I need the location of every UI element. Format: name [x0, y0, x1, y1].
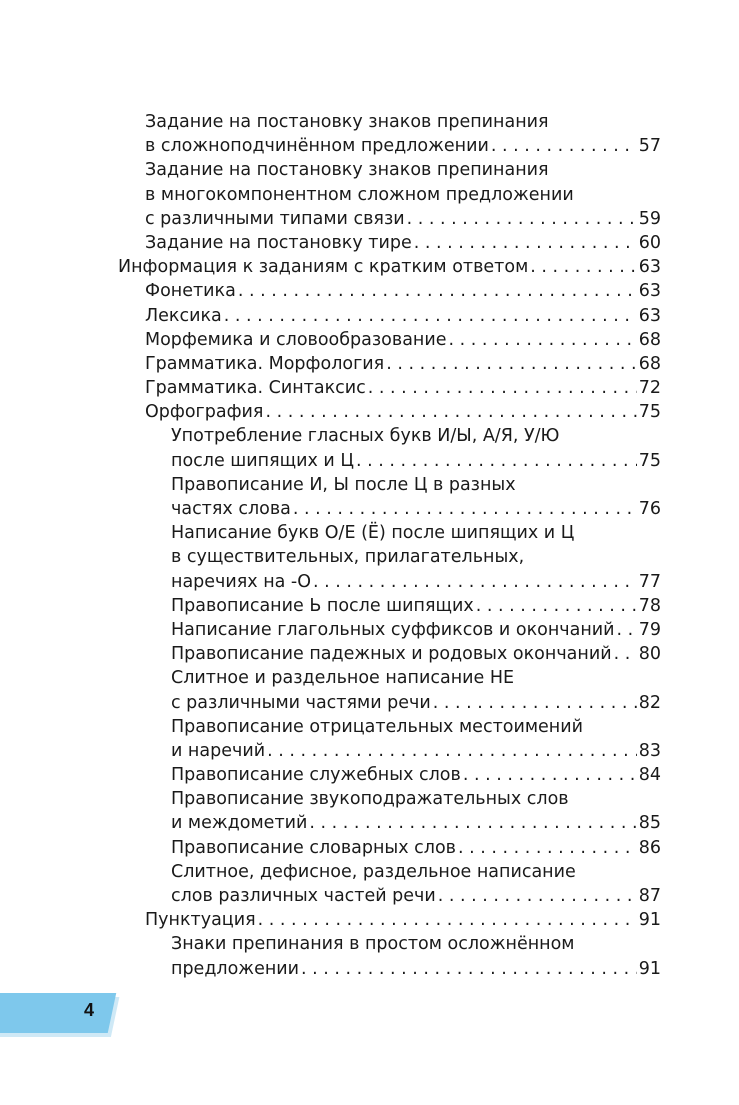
- toc-leader-dots: [463, 763, 637, 787]
- toc-leader-dots: [238, 279, 637, 303]
- toc-entry-title: Знаки препинания в простом осложнённом: [171, 934, 575, 955]
- toc-entry: [118, 860, 661, 884]
- toc-leader-dots: [414, 231, 637, 255]
- toc-entry: [118, 400, 661, 424]
- toc-entry-page: 75: [638, 402, 661, 423]
- toc-entry: [118, 134, 661, 158]
- toc-entry-title: Грамматика. Морфология: [145, 353, 385, 374]
- toc-entry-title: Написание букв О/Е (Ё) после шипящих и Ц: [171, 523, 575, 544]
- toc-leader-dots: [433, 691, 637, 715]
- toc-entry-title: в многокомпонентном сложном предложении: [145, 184, 574, 205]
- toc-entry-page: 83: [638, 740, 661, 761]
- toc-leader-dots: [265, 400, 636, 424]
- toc-entry-title: Правописание звукоподражательных слов: [171, 789, 569, 810]
- toc-leader-dots: [368, 376, 637, 400]
- toc-entry-page: 63: [638, 257, 661, 278]
- toc-entry-title: в существительных, прилагательных,: [171, 547, 525, 568]
- toc-entry-title: Правописание служебных слов: [171, 765, 461, 786]
- toc-leader-dots: [309, 811, 636, 835]
- toc-entry: [118, 521, 661, 545]
- toc-entry: [118, 304, 661, 328]
- toc-entry-title: предложении: [171, 958, 300, 979]
- toc-leader-dots: [614, 642, 637, 666]
- toc-leader-dots: [449, 328, 637, 352]
- toc-entry-title: слов различных частей речи: [171, 886, 436, 906]
- toc-entry: [118, 158, 661, 182]
- toc-entry-title: Правописание словарных слов: [171, 837, 456, 858]
- toc-entry-page: 85: [638, 813, 661, 834]
- toc-entry: [118, 787, 661, 811]
- toc-entry-title: Задание на постановку знаков препинания: [145, 112, 549, 132]
- toc-entry: [118, 110, 661, 134]
- toc-leader-dots: [258, 908, 637, 932]
- toc-leader-dots: [267, 739, 637, 763]
- toc-entry: [118, 545, 661, 569]
- toc-entry-title: с различными частями речи: [171, 692, 431, 713]
- toc-entry: [118, 352, 661, 376]
- toc-entry: [118, 497, 661, 521]
- toc-entry-page: 76: [638, 499, 661, 519]
- toc-leader-dots: [301, 957, 637, 981]
- toc-leader-dots: [617, 618, 637, 642]
- toc-leader-dots: [293, 497, 637, 521]
- toc-leader-dots: [407, 207, 637, 231]
- toc-entry: [118, 594, 661, 618]
- toc-entry-page: 86: [638, 837, 661, 858]
- toc-entry-page: 84: [638, 765, 661, 786]
- toc-entry: [118, 618, 661, 642]
- toc-entry-page: 75: [638, 450, 661, 471]
- toc-entry: [118, 715, 661, 739]
- toc-leader-dots: [313, 570, 637, 594]
- toc-entry-title: Правописание Ь после шипящих: [171, 595, 474, 616]
- toc-leader-dots: [356, 449, 637, 473]
- toc-entry-page: 91: [638, 958, 661, 979]
- toc-entry: [118, 642, 661, 666]
- toc-leader-dots: [476, 594, 637, 618]
- toc-entry: [118, 932, 661, 956]
- toc-entry-title: в сложноподчинённом предложении: [145, 136, 489, 157]
- toc-entry-page: 68: [638, 329, 661, 350]
- toc-entry-page: 80: [638, 644, 661, 665]
- toc-entry: [118, 666, 661, 690]
- toc-entry-page: 57: [638, 136, 661, 157]
- toc-entry-title: Лексика: [145, 305, 222, 326]
- toc-entry: [118, 207, 661, 231]
- toc-entry-title: частях слова: [171, 499, 291, 519]
- toc-entry-title: Грамматика. Синтаксис: [145, 378, 366, 399]
- toc-entry: [118, 231, 661, 255]
- toc-leader-dots: [491, 134, 637, 158]
- toc-leader-dots: [438, 884, 637, 908]
- toc-entry-page: 77: [638, 571, 661, 592]
- toc-entry-page: 72: [638, 378, 661, 399]
- toc-entry-page: 91: [638, 910, 661, 931]
- toc-entry-title: Написание глагольных суффиксов и окончаний: [171, 619, 615, 640]
- toc-entry-title: Употребление гласных букв И/Ы, А/Я, У/Ю: [171, 426, 560, 447]
- toc-entry-title: Слитное, дефисное, раздельное написание: [171, 861, 576, 882]
- toc-entry-title: Правописание отрицательных местоимений: [171, 716, 583, 737]
- toc-entry: [118, 473, 661, 497]
- toc-entry: [118, 328, 661, 352]
- toc-entry-title: Задание на постановку тире: [145, 232, 412, 253]
- toc-entry-title: Орфография: [145, 402, 264, 423]
- toc-entry-title: и наречий: [171, 740, 266, 761]
- toc-entry: [118, 570, 661, 594]
- toc-entry: [118, 763, 661, 787]
- toc-entry: [118, 279, 661, 303]
- toc-entry-title: Правописание падежных и родовых окончаний: [171, 644, 612, 665]
- toc-entry: [118, 884, 661, 908]
- toc-entry-page: 63: [638, 305, 661, 326]
- toc-entry: [118, 376, 661, 400]
- toc-entry-page: 63: [638, 281, 661, 302]
- page-number: 4: [84, 1000, 95, 1020]
- toc-entry: [118, 449, 661, 473]
- toc-entry: [118, 908, 661, 932]
- toc-entry-title: Информация к заданиям с кратким ответом: [118, 257, 529, 278]
- toc-entry-title: Задание на постановку знаков препинания: [145, 160, 549, 181]
- toc-entry-title: Слитное и раздельное написание НЕ: [171, 668, 515, 689]
- toc-entry: [118, 255, 661, 279]
- toc-entry-page: 60: [638, 232, 661, 253]
- toc-leader-dots: [530, 255, 636, 279]
- toc-entry-page: 78: [638, 595, 661, 616]
- toc-entry-title: Пунктуация: [145, 910, 256, 931]
- toc-leader-dots: [458, 836, 637, 860]
- toc-entry-page: 82: [638, 692, 661, 713]
- toc-entry-page: 68: [638, 353, 661, 374]
- toc-entry: [118, 424, 661, 448]
- toc-entry-page: 79: [638, 619, 661, 640]
- toc-entry: [118, 957, 661, 981]
- toc-entry-title: с различными типами связи: [145, 208, 405, 229]
- toc-entry: [118, 183, 661, 207]
- toc-entry-page: 87: [638, 886, 661, 906]
- toc-entry: [118, 691, 661, 715]
- toc-entry-title: Фонетика: [145, 281, 236, 302]
- table-of-contents: [118, 110, 661, 981]
- toc-entry-title: после шипящих и Ц: [171, 450, 354, 471]
- toc-entry: [118, 739, 661, 763]
- toc-entry-title: наречиях на -О: [171, 571, 312, 592]
- toc-entry: [118, 811, 661, 835]
- toc-entry-title: Правописание И, Ы после Ц в разных: [171, 474, 516, 495]
- toc-entry: [118, 836, 661, 860]
- toc-leader-dots: [224, 304, 637, 328]
- toc-entry-title: и междометий: [171, 813, 308, 834]
- toc-entry-page: 59: [638, 208, 661, 229]
- page-number-tab: [0, 993, 116, 1033]
- toc-entry-title: Морфемика и словообразование: [145, 329, 447, 350]
- toc-leader-dots: [386, 352, 637, 376]
